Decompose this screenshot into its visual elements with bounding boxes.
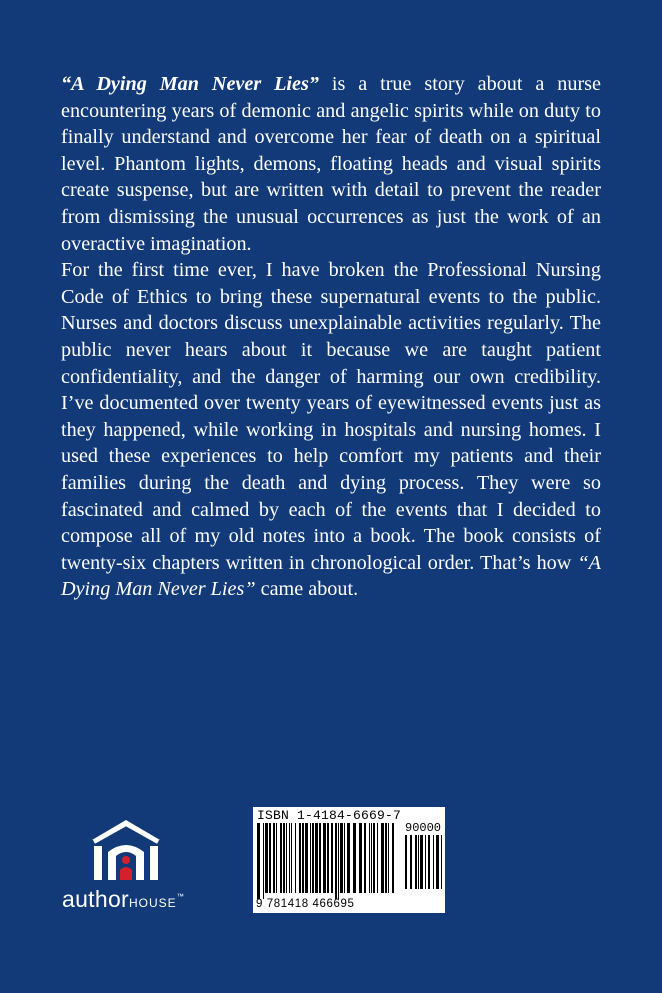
- barcode-bar: [353, 823, 356, 893]
- barcode-bar: [428, 835, 430, 889]
- barcode-bar: [327, 823, 329, 893]
- barcode-bar: [410, 835, 412, 889]
- barcode-bar: [371, 823, 372, 893]
- book-title-italic: “A Dying Man Never Lies”: [61, 551, 601, 601]
- blurb-paragraph-1-text: is a true story about a nurse encountering years of demonic and angelic spirits while on duty to finally understand and overcome her fear of death on a spiritual level. Phantom lights, demons, floating heads and visual spirits create suspense, but are written with detail to prevent the reader from dismissing the unusual occurrences as just the work of an overactive imagination.: [61, 73, 601, 255]
- barcode-bar: [344, 823, 345, 893]
- price-code: 90000: [405, 821, 442, 835]
- barcode-bar: [273, 823, 275, 893]
- barcode-bar: [286, 823, 287, 893]
- barcode-bar: [392, 823, 394, 893]
- publisher-logo: [62, 816, 212, 916]
- barcode-bar: [280, 823, 282, 893]
- barcode-bar: [338, 823, 339, 899]
- barcode-bar: [276, 823, 277, 893]
- barcode-bar: [310, 823, 311, 893]
- blurb-paragraph-2-text: For the first time ever, I have broken the Professional Nursing Code of Ethics to bring these supernatural events to the public. Nurses and doctors discuss unexplainable activities regularly. The public never hears about it because we are taught patient confidentiality, and the danger of harming our own credibility. I’ve documented over twenty years of eyewitnessed events just as they happened, while working in hospitals and nursing homes. I used these experiences to help comfort my patients and their families during the death and dying process. They were so fascinated and calmed by each of the events that I decided to compose all of my old notes into a book. The book consists of twenty-six chapters written in chronological order. That’s how: [61, 259, 601, 574]
- barcode-bar: [265, 823, 268, 893]
- barcode-bar: [377, 823, 378, 893]
- barcode-bar: [359, 823, 362, 893]
- barcode-bar: [302, 823, 304, 893]
- barcode-bar: [335, 823, 337, 899]
- ean-bars: [257, 823, 395, 899]
- house-logo-icon: [86, 816, 166, 882]
- barcode-bar: [323, 823, 326, 893]
- isbn-number: ISBN 1-4184-6669-7: [257, 808, 402, 823]
- barcode-bar: [418, 835, 419, 889]
- barcode-bar: [388, 823, 389, 893]
- barcode-bar: [441, 835, 442, 889]
- addon-bars: [405, 835, 443, 895]
- barcode-bar: [364, 823, 366, 893]
- barcode-bar: [269, 823, 271, 893]
- barcode-bar: [415, 835, 417, 889]
- back-cover-blurb: [61, 71, 601, 603]
- barcode-bar: [436, 835, 439, 889]
- ean-digits: 9 781418 466695: [256, 898, 355, 910]
- barcode-bar: [369, 823, 370, 893]
- blurb-paragraph-1: [61, 71, 601, 257]
- barcode-bar: [291, 823, 292, 893]
- barcode-bar: [295, 823, 296, 893]
- barcode-bar: [373, 823, 375, 893]
- barcode-bar: [347, 823, 350, 893]
- barcode-bar: [299, 823, 301, 893]
- barcode-bar: [405, 835, 407, 889]
- trademark-symbol: ™: [176, 893, 185, 901]
- book-title-bold: “A Dying Man Never Lies”: [61, 73, 319, 95]
- barcode-bar: [305, 823, 308, 893]
- barcode-bar: [319, 823, 321, 893]
- barcode-bar: [263, 823, 264, 899]
- publisher-name: [62, 886, 184, 913]
- barcode-bar: [425, 835, 426, 889]
- blurb-paragraph-2: [61, 257, 601, 603]
- barcode-bar: [331, 823, 333, 893]
- barcode-bar: [420, 835, 423, 889]
- publisher-name-house: HOUSE: [129, 896, 177, 910]
- barcode-bar: [257, 823, 260, 899]
- barcode-bar: [315, 823, 318, 893]
- barcode-bar: [381, 823, 384, 893]
- barcode-bar: [385, 823, 387, 893]
- barcode-bar: [433, 835, 434, 889]
- barcode-bar: [312, 823, 314, 893]
- barcode-bar: [289, 823, 290, 893]
- barcode-bar: [340, 823, 343, 893]
- isbn-barcode: [253, 807, 445, 913]
- publisher-name-author: author: [62, 886, 130, 912]
- barcode-bar: [283, 823, 285, 893]
- blurb-paragraph-2-end: came about.: [255, 578, 359, 601]
